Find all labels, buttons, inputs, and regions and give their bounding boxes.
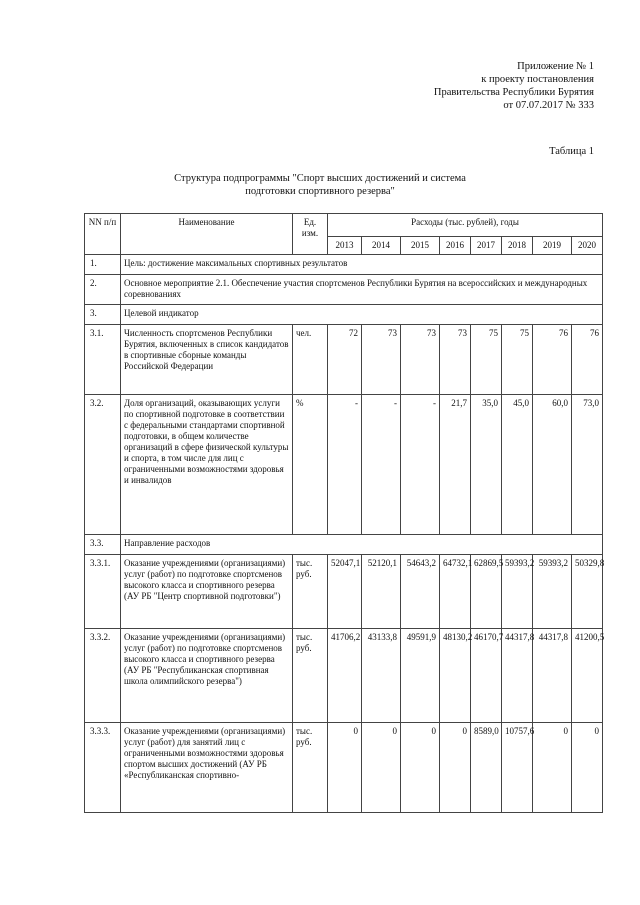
value-cell: - xyxy=(401,395,440,535)
row-name: Оказание учреждениями (организациями) услуг (работ) по подготовке спортсменов высокого класса и спортивного резерва (АУ РБ "Республиканская спортивная школа олимпийского резерва") xyxy=(121,629,293,723)
header-no: NN п/п xyxy=(85,214,121,255)
row-number: 3.3.2. xyxy=(85,629,121,723)
year-2020: 2020 xyxy=(572,237,603,255)
row-section-text: Направление расходов xyxy=(121,535,603,555)
header-name: Наименование xyxy=(121,214,293,255)
document-title xyxy=(0,172,640,198)
header-line-project: к проекту постановления xyxy=(481,74,594,85)
table-label: Таблица 1 xyxy=(549,146,594,157)
row-number: 3.3. xyxy=(85,535,121,555)
header-line-date: от 07.07.2017 № 333 xyxy=(503,100,594,111)
header-line-appendix: Приложение № 1 xyxy=(517,61,594,72)
value-cell: 0 xyxy=(440,723,471,813)
table-body xyxy=(85,255,603,813)
row-name: Оказание учреждениями (организациями) услуг (работ) для занятий лиц с ограниченными возможностями здоровья спортом высших достижений (АУ РБ «Республиканская спортивно- xyxy=(121,723,293,813)
table-row xyxy=(85,395,603,535)
value-cell: 44317,8 xyxy=(533,629,572,723)
value-cell: 73 xyxy=(440,325,471,395)
header-expenses: Расходы (тыс. рублей), годы xyxy=(328,214,603,237)
value-cell: 59393,2 xyxy=(502,555,533,629)
value-cell: 0 xyxy=(401,723,440,813)
title-line-2: подготовки спортивного резерва" xyxy=(245,186,395,197)
row-unit: тыс. руб. xyxy=(293,723,328,813)
value-cell: 21,7 xyxy=(440,395,471,535)
value-cell: 49591,9 xyxy=(401,629,440,723)
row-section-text: Основное мероприятие 2.1. Обеспечение участия спортсменов Республики Бурятия на всероссийских и международных соревнованиях xyxy=(121,275,603,305)
value-cell: 75 xyxy=(471,325,502,395)
year-2015: 2015 xyxy=(401,237,440,255)
value-cell: 0 xyxy=(328,723,362,813)
year-2018: 2018 xyxy=(502,237,533,255)
document-header xyxy=(434,60,594,112)
value-cell: 0 xyxy=(533,723,572,813)
row-number: 3.3.1. xyxy=(85,555,121,629)
row-number: 3.2. xyxy=(85,395,121,535)
table-row xyxy=(85,535,603,555)
header-line-government: Правительства Республики Бурятия xyxy=(433,87,594,98)
value-cell: 44317,8 xyxy=(502,629,533,723)
table-row xyxy=(85,629,603,723)
value-cell: 10757,6 xyxy=(502,723,533,813)
value-cell: 54643,2 xyxy=(401,555,440,629)
table-row xyxy=(85,255,603,275)
value-cell: 52120,1 xyxy=(362,555,401,629)
value-cell: 48130,2 xyxy=(440,629,471,723)
row-number: 2. xyxy=(85,275,121,305)
table-row xyxy=(85,305,603,325)
value-cell: 46170,7 xyxy=(471,629,502,723)
value-cell: 72 xyxy=(328,325,362,395)
row-number: 3.1. xyxy=(85,325,121,395)
row-number: 1. xyxy=(85,255,121,275)
header-unit: Ед. изм. xyxy=(293,214,328,255)
value-cell: 64732,1 xyxy=(440,555,471,629)
row-section-text: Целевой индикатор xyxy=(121,305,603,325)
row-unit: чел. xyxy=(293,325,328,395)
value-cell: 50329,8 xyxy=(572,555,603,629)
value-cell: 62869,5 xyxy=(471,555,502,629)
year-2016: 2016 xyxy=(440,237,471,255)
value-cell: 43133,8 xyxy=(362,629,401,723)
value-cell: 73,0 xyxy=(572,395,603,535)
row-unit: % xyxy=(293,395,328,535)
year-2013: 2013 xyxy=(328,237,362,255)
value-cell: 76 xyxy=(533,325,572,395)
table-row xyxy=(85,275,603,305)
value-cell: 75 xyxy=(502,325,533,395)
value-cell: 45,0 xyxy=(502,395,533,535)
value-cell: - xyxy=(362,395,401,535)
value-cell: 0 xyxy=(572,723,603,813)
value-cell: 41200,5 xyxy=(572,629,603,723)
year-2019: 2019 xyxy=(533,237,572,255)
title-line-1: Структура подпрограммы "Спорт высших достижений и система xyxy=(174,173,466,184)
row-unit: тыс. руб. xyxy=(293,629,328,723)
value-cell: 73 xyxy=(401,325,440,395)
value-cell: 59393,2 xyxy=(533,555,572,629)
row-number: 3.3.3. xyxy=(85,723,121,813)
subprogram-structure-table xyxy=(84,213,603,813)
value-cell: 0 xyxy=(362,723,401,813)
value-cell: 73 xyxy=(362,325,401,395)
value-cell: 8589,0 xyxy=(471,723,502,813)
value-cell: 41706,2 xyxy=(328,629,362,723)
row-number: 3. xyxy=(85,305,121,325)
value-cell: - xyxy=(328,395,362,535)
value-cell: 35,0 xyxy=(471,395,502,535)
value-cell: 76 xyxy=(572,325,603,395)
table-row xyxy=(85,555,603,629)
value-cell: 60,0 xyxy=(533,395,572,535)
value-cell: 52047,1 xyxy=(328,555,362,629)
row-name: Численность спортсменов Республики Бурятия, включенных в список кандидатов в спортивные сборные команды Российской Федерации xyxy=(121,325,293,395)
row-name: Оказание учреждениями (организациями) услуг (работ) по подготовке спортсменов высокого класса и спортивного резерва (АУ РБ "Центр спортивной подготовки") xyxy=(121,555,293,629)
year-2017: 2017 xyxy=(471,237,502,255)
table-row xyxy=(85,325,603,395)
row-unit: тыс. руб. xyxy=(293,555,328,629)
row-name: Доля организаций, оказывающих услуги по спортивной подготовке в соответствии с федеральными стандартами спортивной подготовки, в общем количестве организаций в сфере физической культуры и спорта, в том числе для лиц с ограниченными возможностями здоровья и инвалидов xyxy=(121,395,293,535)
table-row xyxy=(85,723,603,813)
row-section-text: Цель: достижение максимальных спортивных результатов xyxy=(121,255,603,275)
year-2014: 2014 xyxy=(362,237,401,255)
